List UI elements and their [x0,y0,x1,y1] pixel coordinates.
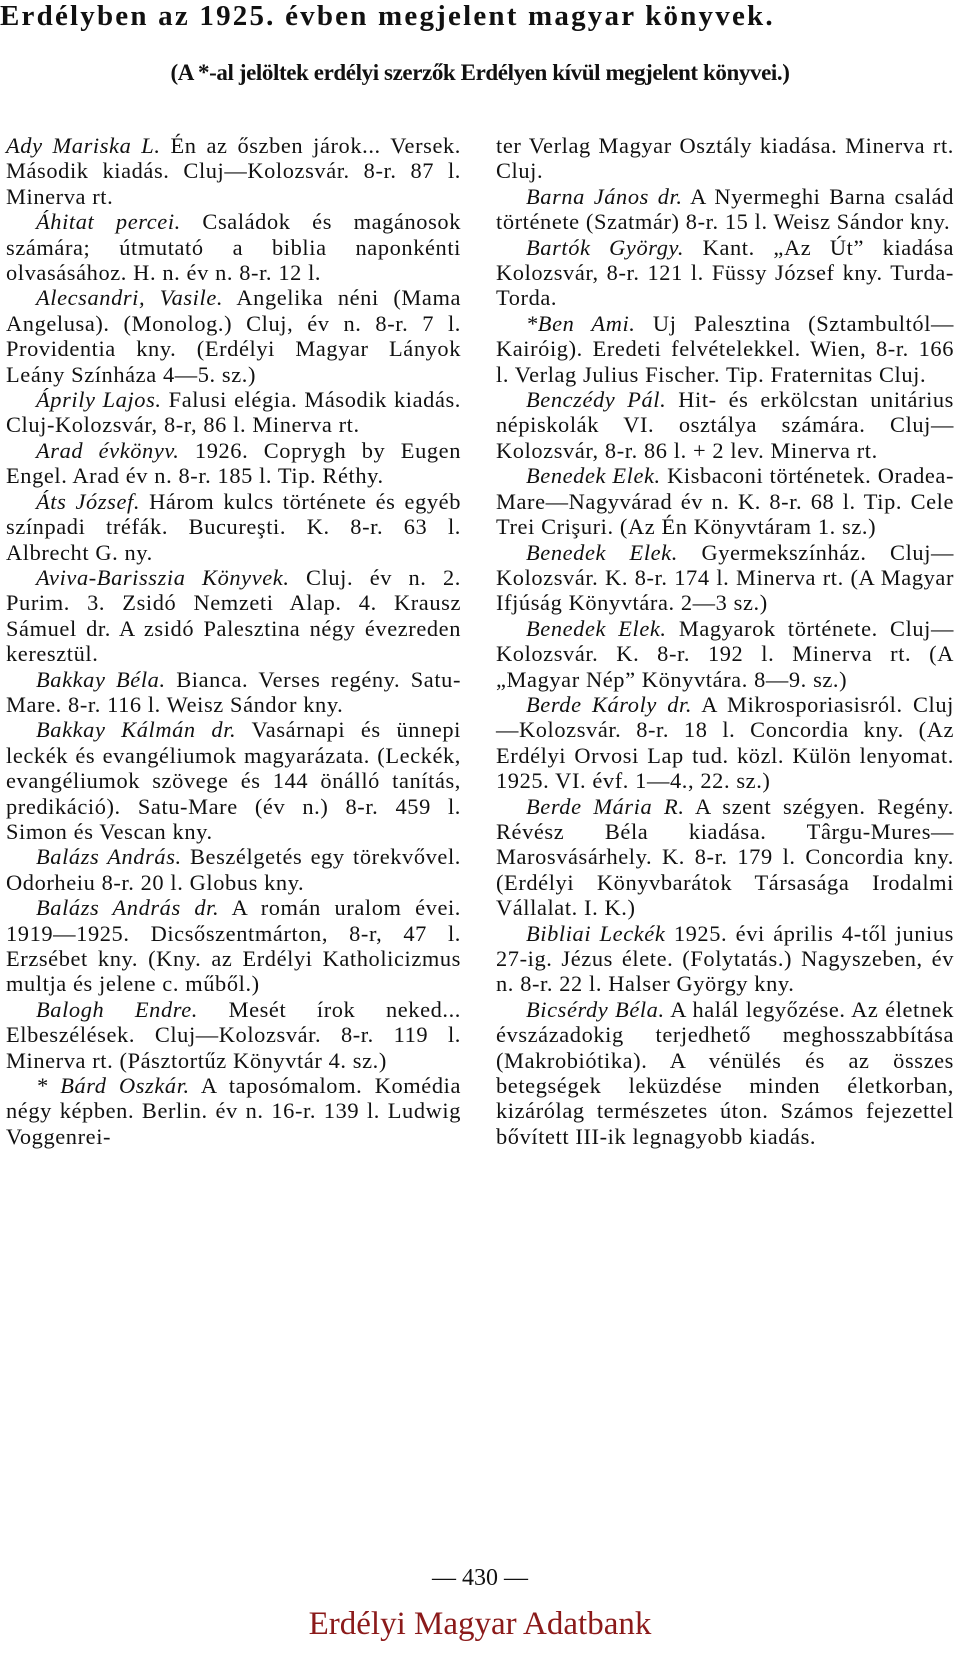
page-title: Erdélyben az 1925. évben megjelent magyar könyvek. [0,0,775,32]
right-column [496,133,954,1149]
entry-text: Cluj. év n. 2. Purim. 3. Zsidó Nemzeti Alap. 4. Krausz Sámuel dr. A zsidó Palesztina négy évezreden keresztül. [6,564,461,667]
entry-author: Ady Mariska L. [6,133,161,158]
entry-text: A halál legyőzése. Az életnek évszázadokig terjedhető meghosszabbítása (Makrobiótika). A vénülés és az összes betegségek leküzdése minden életkorban, kizárólag természetes úton. Számos fejezettel bővített III-ik legnagyobb kiadás. [496,996,954,1149]
bibliography-entry [496,463,954,539]
entry-text: Vasárnapi és ünnepi leckék és evangéliumok magyarázata. (Leckék, evangéliumok szövege és 144 önálló tanítás, predikáció). Satu-Mare (év n.) 8-r. 459 l. Simon és Vescan kny. [6,717,461,844]
bibliography-entry [496,616,954,692]
entry-author: Benedek Elek. [526,539,678,565]
entry-text: Angelika néni (Mama Angelusa). (Monolog.) Cluj, év n. 8-r. 7 l. Providentia kny. (Erdélyi Magyar Lányok Leány Színháza 4—5. sz.) [6,285,462,387]
entry-author: Bartók György. [526,234,685,260]
entry-author: Benczédy Pál. [526,387,667,413]
footer-brand: Erdélyi Magyar Adatbank [308,1606,652,1642]
entry-author: *Ben Ami. [526,310,636,336]
entry-text: Uj Palesztina (Sztambultól—Kairóig). Eredeti felvételekkel. Wien, 8-r. 166 l. Verlag Julius Fischer. Tip. Fraternitas Cluj. [496,310,955,387]
bibliography-entry [6,1073,461,1149]
entry-text: Három kulcs története és egyéb színpadi tréfák. Bucureşti. K. 8-r. 63 l. Albrecht G. ny. [6,488,461,565]
entry-author: Áprily Lajos. [36,387,162,413]
bibliography-entry [6,717,461,844]
bibliography-entry [6,997,461,1073]
entry-author: * Bárd Oszkár. [36,1073,190,1099]
bibliography-entry [6,133,461,209]
entry-author: Aviva-Barisszia Könyvek. [36,564,290,590]
entry-text: Kant. „Az Út” kiadása Kolozsvár, 8-r. 121 l. Füssy József kny. Turda-Torda. [496,234,954,311]
bibliography-entry [6,565,461,667]
bibliography-entry [496,311,954,387]
bibliography-entry [6,438,461,489]
entry-text: A taposómalom. Komédia négy képben. Berlin. év n. 16-r. 139 l. Ludwig Voggenrei- [6,1073,461,1149]
entry-author: Barna János dr. [526,183,683,209]
entry-author: Áhitat percei. [36,209,181,235]
entry-author: Berde Mária R. [526,793,685,819]
entry-text: Magyarok története. Cluj—Kolozsvár. K. 8-r. 192 l. Minerva rt. (A „Magyar Nép” Könyvtára. 8—9. sz.) [496,615,954,692]
bibliography-entry [6,895,461,997]
entry-text: Hit- és erkölcstan unitárius népiskolák VI. osztálya számára. Cluj—Kolozsvár, 8-r. 86 l. + 2 lev. Minerva rt. [496,387,954,463]
entry-text: Családok és magánosok számára; útmutató a biblia naponkénti olvasásához. H. n. év n. 8-r. 12 l. [6,209,461,286]
left-column [6,133,461,1149]
entry-author: Benedek Elek. [526,615,667,641]
entry-text: A Mikrosporiasisról. Cluj—Kolozsvár. 8-r. 18 l. Concordia kny. (Az Erdélyi Orvosi Lap tud. közl. Külön lenyomat. 1925. VI. évf. 1—4., 22. sz.) [496,691,954,794]
bibliography-entry [6,489,461,565]
bibliography-entry [496,540,954,616]
bibliography-entry [6,209,461,285]
bibliography-entry [496,184,954,235]
bibliography-entry [496,133,954,184]
bibliography-entry [496,387,954,463]
entry-author: Bicsérdy Béla. [526,996,665,1022]
entry-text: A szent szégyen. Regény. Révész Béla kiadása. Târgu-Mures—Marosvásárhely. K. 8-r. 179 l. Concordia kny. (Erdélyi Könyvbarátok Társasága Irodalmi Vállalat. I. K.) [496,793,954,921]
bibliography-entry [496,692,954,794]
bibliography-entry [496,235,954,311]
entry-author: Balázs András. [36,844,182,870]
page-subtitle: (A *-al jelöltek erdélyi szerzők Erdélyen kívül megjelent könyvei.) [170,60,790,85]
entry-text: Gyermekszínház. Cluj—Kolozsvár. K. 8-r. 174 l. Minerva rt. (A Magyar Ifjúság Könyvtára. 2—3 sz.) [496,539,955,616]
bibliography-entry [6,667,461,718]
entry-author: Bakkay Béla. [36,666,166,692]
entry-text: Mesét írok neked... Elbeszélések. Cluj—Kolozsvár. 8-r. 119 l. Minerva rt. (Pásztortűz Könyvtár 4. sz.) [6,996,461,1073]
entry-text: ter Verlag Magyar Osztály kiadása. Minerva rt. Cluj. [496,133,954,184]
entry-text: Falusi elégia. Második kiadás. Cluj-Kolozsvár, 8-r, 86 l. Minerva rt. [6,387,461,438]
bibliography-entry [496,921,954,997]
entry-author: Benedek Elek. [526,463,661,489]
entry-author: Balázs András dr. [36,895,220,921]
bibliography-entry [496,997,954,1149]
entry-author: Balogh Endre. [36,996,198,1022]
entry-author: Bibliai Leckék [526,920,666,946]
entry-text: 1926. Coprygh by Eugen Engel. Arad év n. 8-r. 185 l. Tip. Réthy. [6,437,461,489]
entry-text: Kisbaconi történetek. Oradea-Mare—Nagyvárad év n. K. 8-r. 68 l. Tip. Cele Trei Crişuri. (Az Én Könyvtáram 1. sz.) [496,463,954,540]
bibliography-entry [6,844,461,895]
entry-text: A román uralom évei. 1919—1925. Dicsőszentmárton, 8-r, 47 l. Erzsébet kny. (Kny. az Erdélyi Katholicizmus multja és jelene c. műből.) [6,895,462,997]
entry-text: Beszélgetés egy törekvővel. Odorheiu 8-r. 20 l. Globus kny. [6,844,461,895]
bibliography-entry [6,387,461,438]
entry-text: A Nyermeghi Barna család története (Szatmár) 8-r. 15 l. Weisz Sándor kny. [496,183,954,235]
entry-author: Alecsandri, Vasile. [36,285,224,311]
entry-author: Berde Károly dr. [526,691,693,717]
entry-author: Arad évkönyv. [36,437,180,463]
entry-text: Én az őszben járok... Versek. Második kiadás. Cluj—Kolozsvár. 8-r. 87 l. Minerva rt. [6,133,461,209]
bibliography-entry [496,794,954,921]
entry-text: 1925. évi április 4-től junius 27-ig. Jézus élete. (Folytatás.) Nagyszeben, év n. 8-r. 22 l. Halser György kny. [496,920,954,997]
page-number: — 430 — [432,1565,528,1591]
entry-author: Bakkay Kálmán dr. [36,717,237,743]
entry-text: Bianca. Verses regény. Satu-Mare. 8-r. 116 l. Weisz Sándor kny. [6,666,462,717]
entry-author: Áts József. [36,488,141,514]
bibliography-entry [6,285,461,387]
